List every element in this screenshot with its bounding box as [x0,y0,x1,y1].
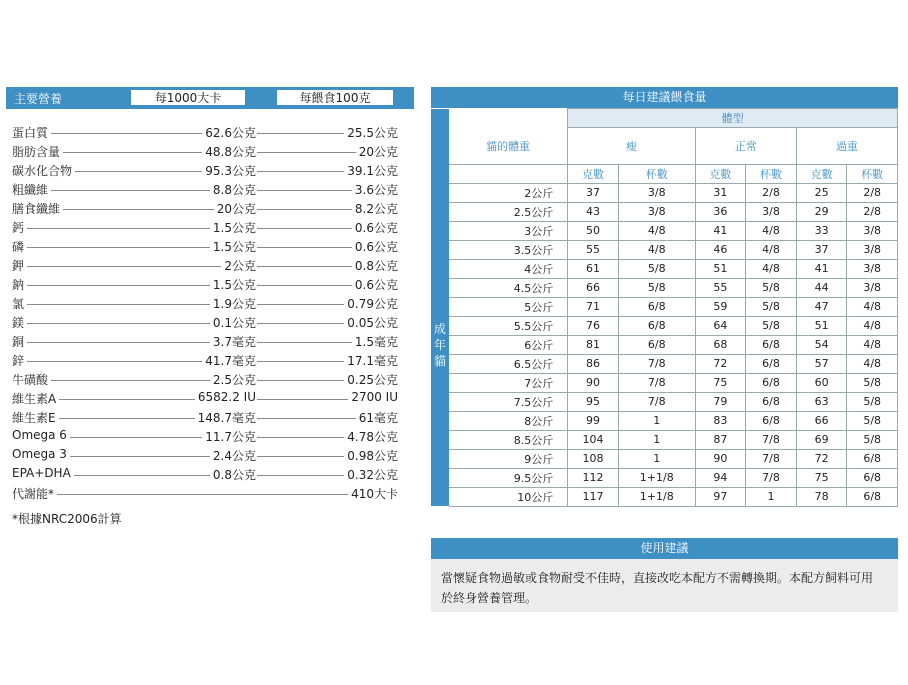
nutrition-row [12,333,402,351]
amount-cell: 1 [618,411,695,430]
value-per-1000kcal: 1.9公克 [210,295,257,312]
amount-cell: 37 [568,183,619,202]
feeding-row [431,183,898,202]
amount-cell: 3/8 [847,259,898,278]
amount-cell: 63 [796,392,847,411]
value-per-1000kcal: 2.5公克 [210,371,257,388]
feeding-row [431,449,898,468]
amount-cell: 7/8 [746,468,797,487]
value-per-1000kcal: 1.5公克 [210,276,257,293]
nutrition-row [12,181,402,199]
value-per-100g: 61毫克 [356,409,398,426]
amount-cell: 69 [796,430,847,449]
usage-text: 當懷疑食物過敏或食物耐受不佳時，直接改吃本配方不需轉換期。本配方飼料可用於終身營養管理。 [431,559,898,612]
feeding-row [431,335,898,354]
nutrient-name: Omega 6 [12,428,70,442]
value-per-100g: 4.78公克 [344,428,398,445]
amount-cell: 41 [695,221,746,240]
amount-cell: 7/8 [618,373,695,392]
feeding-title: 每日建議餵食量 [431,87,898,108]
value-per-1000kcal: 1.5公克 [210,238,257,255]
blank-corner [431,109,449,128]
nutrient-name: 鉀 [12,257,27,274]
nutrient-name: 脂肪含量 [12,143,63,160]
value-per-1000kcal: 0.1公克 [210,314,257,331]
amount-cell: 4/8 [746,240,797,259]
amount-cell: 4/8 [847,354,898,373]
value-per-1000kcal: 148.7毫克 [195,409,257,426]
value-per-100g: 39.1公克 [344,162,398,179]
nutrient-name: 鋅 [12,352,27,369]
nutrition-row [12,447,402,465]
nutrition-row [12,257,402,275]
nutrient-name: 鈉 [12,276,27,293]
amount-cell: 5/8 [746,297,797,316]
feeding-row [431,411,898,430]
side-label: 成年貓 [434,321,447,368]
nutrient-name: 維生素E [12,409,59,426]
amount-cell: 108 [568,449,619,468]
amount-cell: 112 [568,468,619,487]
weight-subheader-blank [449,164,568,183]
feeding-row [431,354,898,373]
type-overweight: 過重 [796,128,897,165]
amount-cell: 6/8 [847,487,898,506]
amount-cell: 54 [796,335,847,354]
nutrient-name: 氯 [12,295,27,312]
sub-header: 克數 [568,164,619,183]
weight-cell: 4.5公斤 [449,278,568,297]
weight-cell: 7.5公斤 [449,392,568,411]
amount-cell: 55 [695,278,746,297]
amount-cell: 66 [796,411,847,430]
amount-cell: 78 [796,487,847,506]
value-per-100g: 2700 IU [348,390,398,404]
value-per-1000kcal: 6582.2 IU [195,390,257,404]
weight-cell: 7公斤 [449,373,568,392]
amount-cell: 4/8 [847,316,898,335]
nutrition-row [12,295,402,313]
feeding-row [431,373,898,392]
feeding-row [431,316,898,335]
value-per-100g: 1.5毫克 [352,333,398,350]
weight-cell: 3.5公斤 [449,240,568,259]
amount-cell: 57 [796,354,847,373]
amount-cell: 5/8 [618,278,695,297]
weight-cell: 6.5公斤 [449,354,568,373]
value-per-100g: 25.5公克 [344,124,398,141]
feeding-row [431,487,898,506]
amount-cell: 97 [695,487,746,506]
amount-cell: 81 [568,335,619,354]
value-per-100g: 0.25公克 [344,371,398,388]
value-per-1000kcal: 41.7毫克 [202,352,257,369]
amount-cell: 7/8 [746,430,797,449]
amount-cell: 64 [695,316,746,335]
weight-cell: 9公斤 [449,449,568,468]
sub-header: 杯數 [618,164,695,183]
amount-cell: 94 [695,468,746,487]
feeding-row [431,259,898,278]
amount-cell: 6/8 [746,354,797,373]
nutrient-name: 維生素A [12,390,59,407]
amount-cell: 31 [695,183,746,202]
amount-cell: 1+1/8 [618,487,695,506]
blank-corner [449,109,568,128]
value-per-1000kcal: 2公克 [221,257,257,274]
value-per-100g: 0.79公克 [344,295,398,312]
amount-cell: 6/8 [847,449,898,468]
nutrient-name: EPA+DHA [12,466,74,480]
amount-cell: 59 [695,297,746,316]
amount-cell: 4/8 [847,335,898,354]
amount-cell: 95 [568,392,619,411]
nutrition-row [12,485,402,503]
nutrition-row [12,409,402,427]
body-type-header: 體型 [568,109,898,128]
amount-cell: 1 [618,449,695,468]
amount-cell: 1+1/8 [618,468,695,487]
amount-cell: 25 [796,183,847,202]
value-per-1000kcal: 2.4公克 [210,447,257,464]
feeding-table [431,108,898,507]
nutrient-name: Omega 3 [12,447,70,461]
value-per-1000kcal: 8.8公克 [210,181,257,198]
weight-cell: 8.5公斤 [449,430,568,449]
amount-cell: 6/8 [618,335,695,354]
amount-cell: 3/8 [746,202,797,221]
amount-cell: 75 [796,468,847,487]
amount-cell: 4/8 [618,221,695,240]
nutrition-row [12,143,402,161]
feeding-guide [431,87,898,507]
feeding-row [431,297,898,316]
amount-cell: 71 [568,297,619,316]
amount-cell: 36 [695,202,746,221]
weight-cell: 2.5公斤 [449,202,568,221]
amount-cell: 6/8 [618,297,695,316]
nutrition-row [12,276,402,294]
weight-cell: 5公斤 [449,297,568,316]
value-per-100g: 17.1毫克 [344,352,398,369]
amount-cell: 4/8 [746,259,797,278]
nutrition-row [12,162,402,180]
amount-cell: 104 [568,430,619,449]
blank-corner [431,164,449,183]
weight-cell: 9.5公斤 [449,468,568,487]
value-per-100g: 0.05公克 [344,314,398,331]
nutrition-header [6,87,414,109]
nutrition-row [12,352,402,370]
amount-cell: 90 [568,373,619,392]
value-per-100g: 20公克 [356,143,398,160]
value-per-100g: 410大卡 [348,485,398,502]
amount-cell: 3/8 [618,202,695,221]
amount-cell: 7/8 [618,392,695,411]
sub-header: 杯數 [746,164,797,183]
amount-cell: 6/8 [746,335,797,354]
leader-line [12,266,252,267]
amount-cell: 99 [568,411,619,430]
weight-header: 貓的體重 [449,128,568,165]
nutrient-name: 銅 [12,333,27,350]
amount-cell: 75 [695,373,746,392]
value-per-100g: 8.2公克 [352,200,398,217]
amount-cell: 5/8 [746,278,797,297]
amount-cell: 5/8 [847,373,898,392]
weight-cell: 3公斤 [449,221,568,240]
sub-header: 克數 [695,164,746,183]
value-per-1000kcal: 3.7毫克 [210,333,257,350]
value-per-100g: 3.6公克 [352,181,398,198]
value-per-100g: 0.8公克 [352,257,398,274]
amount-cell: 5/8 [847,430,898,449]
value-per-1000kcal: 0.8公克 [210,466,257,483]
amount-cell: 6/8 [618,316,695,335]
amount-cell: 37 [796,240,847,259]
amount-cell: 2/8 [847,202,898,221]
nutrient-name: 牛磺酸 [12,371,51,388]
amount-cell: 61 [568,259,619,278]
blank-corner [431,128,449,165]
value-per-1000kcal: 20公克 [214,200,257,217]
nutrition-row [12,219,402,237]
nutrient-name: 碳水化合物 [12,162,75,179]
amount-cell: 6/8 [746,392,797,411]
amount-cell: 4/8 [618,240,695,259]
amount-cell: 6/8 [746,373,797,392]
adult-cat-label [431,183,449,506]
amount-cell: 46 [695,240,746,259]
amount-cell: 3/8 [618,183,695,202]
amount-cell: 51 [796,316,847,335]
nutrition-row [12,200,402,218]
amount-cell: 66 [568,278,619,297]
amount-cell: 4/8 [847,297,898,316]
amount-cell: 83 [695,411,746,430]
weight-cell: 6公斤 [449,335,568,354]
amount-cell: 2/8 [847,183,898,202]
amount-cell: 33 [796,221,847,240]
amount-cell: 1 [746,487,797,506]
value-per-100g: 0.98公克 [344,447,398,464]
amount-cell: 4/8 [746,221,797,240]
type-normal: 正常 [695,128,796,165]
value-per-100g: 0.6公克 [352,276,398,293]
feeding-row [431,202,898,221]
amount-cell: 79 [695,392,746,411]
sub-header: 杯數 [847,164,898,183]
per-1000kcal-header: 每1000大卡 [130,89,246,106]
nutrient-name: 蛋白質 [12,124,51,141]
amount-cell: 86 [568,354,619,373]
feeding-row [431,240,898,259]
feeding-row [431,221,898,240]
footnote: *根據NRC2006計算 [12,512,122,526]
amount-cell: 5/8 [847,411,898,430]
amount-cell: 47 [796,297,847,316]
amount-cell: 7/8 [618,354,695,373]
nutrient-name: 鎂 [12,314,27,331]
value-per-100g: 0.6公克 [352,219,398,236]
type-thin: 瘦 [568,128,695,165]
feeding-row [431,430,898,449]
feeding-row [431,278,898,297]
amount-cell: 7/8 [746,449,797,468]
amount-cell: 43 [568,202,619,221]
amount-cell: 44 [796,278,847,297]
amount-cell: 72 [695,354,746,373]
nutrient-name: 粗纖維 [12,181,51,198]
value-per-1000kcal: 62.6公克 [202,124,257,141]
weight-cell: 2公斤 [449,183,568,202]
nutrient-name: 鈣 [12,219,27,236]
amount-cell: 3/8 [847,221,898,240]
amount-cell: 68 [695,335,746,354]
nutrient-name: 膳食纖維 [12,200,63,217]
amount-cell: 90 [695,449,746,468]
weight-cell: 5.5公斤 [449,316,568,335]
usage-title: 使用建議 [431,538,898,559]
nutrition-row [12,314,402,332]
amount-cell: 5/8 [847,392,898,411]
amount-cell: 5/8 [746,316,797,335]
value-per-100g: 0.32公克 [344,466,398,483]
nutrition-row [12,390,402,408]
weight-cell: 8公斤 [449,411,568,430]
amount-cell: 51 [695,259,746,278]
amount-cell: 5/8 [618,259,695,278]
value-per-100g: 0.6公克 [352,238,398,255]
amount-cell: 3/8 [847,278,898,297]
nutrition-row [12,371,402,389]
nutrition-row [12,238,402,256]
amount-cell: 6/8 [847,468,898,487]
feeding-row [431,392,898,411]
amount-cell: 1 [618,430,695,449]
amount-cell: 72 [796,449,847,468]
per-100g-header: 每餵食100克 [276,89,394,106]
weight-cell: 10公斤 [449,487,568,506]
nutrition-row [12,428,402,446]
amount-cell: 55 [568,240,619,259]
amount-cell: 41 [796,259,847,278]
amount-cell: 60 [796,373,847,392]
nutrient-name: 代謝能* [12,485,57,502]
sub-header: 克數 [796,164,847,183]
amount-cell: 6/8 [746,411,797,430]
nutrient-name: 磷 [12,238,27,255]
feeding-row [431,468,898,487]
amount-cell: 117 [568,487,619,506]
amount-cell: 76 [568,316,619,335]
amount-cell: 50 [568,221,619,240]
value-per-1000kcal: 1.5公克 [210,219,257,236]
value-per-1000kcal: 48.8公克 [202,143,257,160]
amount-cell: 87 [695,430,746,449]
value-per-1000kcal: 95.3公克 [202,162,257,179]
weight-cell: 4公斤 [449,259,568,278]
nutrition-title: 主要營養 [14,92,63,106]
amount-cell: 29 [796,202,847,221]
amount-cell: 2/8 [746,183,797,202]
nutrition-row [12,124,402,142]
nutrition-row [12,466,402,484]
amount-cell: 3/8 [847,240,898,259]
value-per-1000kcal: 11.7公克 [202,428,257,445]
